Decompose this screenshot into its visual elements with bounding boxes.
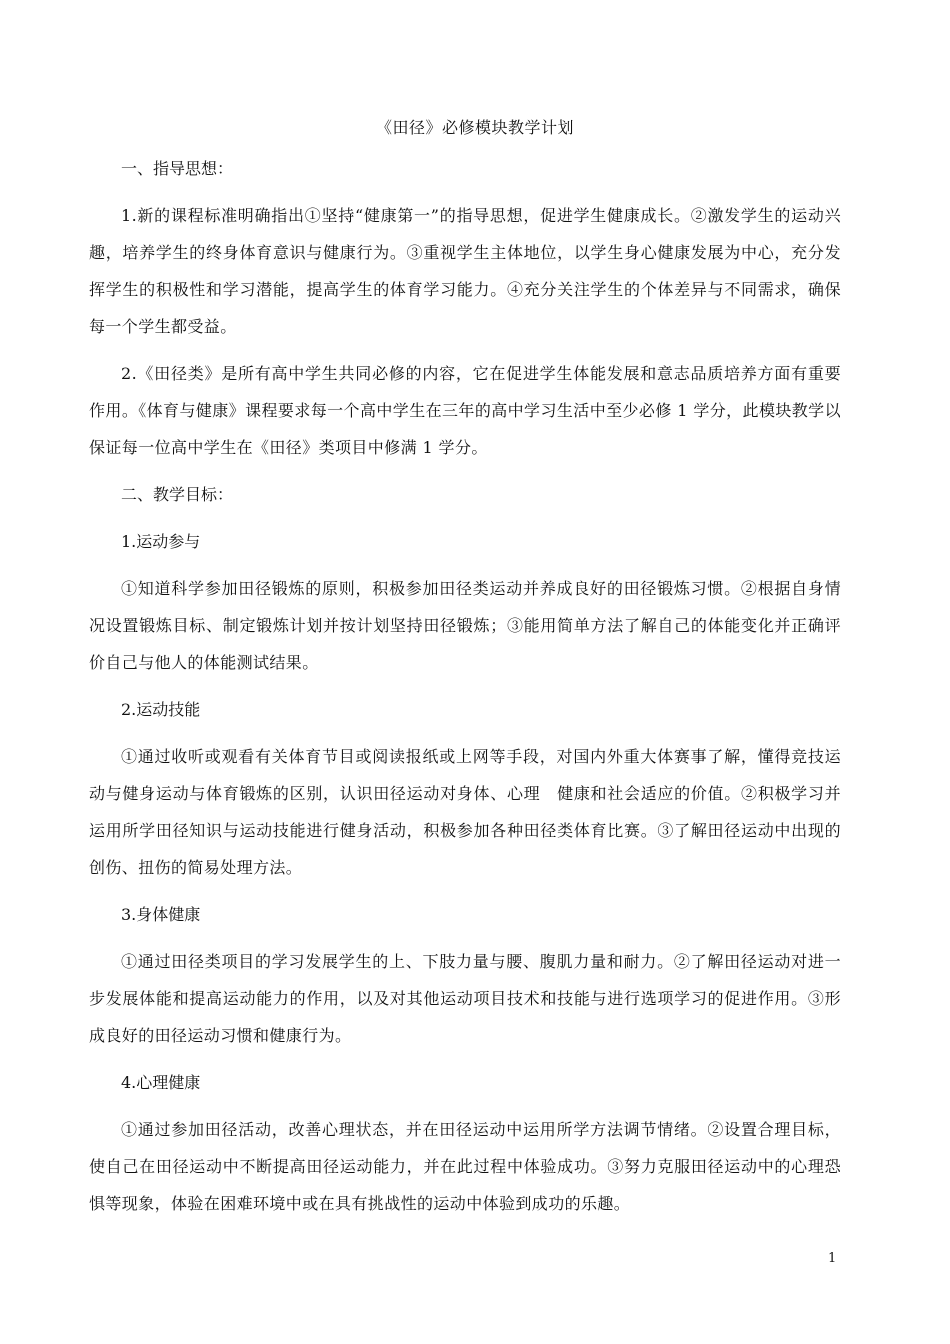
paragraph-curriculum-standard: 1.新的课程标准明确指出①坚持“健康第一”的指导思想，促进学生健康成长。②激发学生的运动兴趣，培养学生的终身体育意识与健康行为。③重视学生主体地位，以学生身心健康发展为中心，充分发挥学生的积极性和学习潜能，提高学生的体育学习能力。④充分关注学生的个体差异与不同需求，确保每一个学生都受益。 (89, 206, 841, 336)
paragraph-sports-skills: ①通过收听或观看有关体育节目或阅读报纸或上网等手段，对国内外重大体赛事了解，懂得竞技运动与健身运动与体育锻炼的区别，认识田径运动对身体、心理 健康和社会适应的价值。②积极学习并运用所学田径知识与运动技能进行健身活动，积极参加各种田径类体育比赛。③了解田径运动中出现的创伤、扭伤的简易处理方法。 (89, 747, 841, 877)
paragraph-physical-health: ①通过田径类项目的学习发展学生的上、下肢力量与腰、腹肌力量和耐力。②了解田径运动对进一步发展体能和提高运动能力的作用，以及对其他运动项目技术和技能与进行选项学习的促进作用。③形成良好的田径运动习惯和健康行为。 (89, 952, 841, 1045)
page-number: 1 (828, 1251, 837, 1266)
subheading-physical-health: 3.身体健康 (121, 905, 201, 924)
section-heading-teaching-goals: 二、教学目标： (121, 485, 234, 504)
subheading-mental-health: 4.心理健康 (121, 1073, 201, 1092)
subheading-sports-skills: 2.运动技能 (121, 700, 201, 719)
document-body (89, 150, 841, 1232)
section-heading-guiding-ideology: 一、指导思想： (121, 159, 234, 178)
page-title: 《田径》必修模块教学计划 (375, 118, 574, 137)
paragraph-mental-health: ①通过参加田径活动，改善心理状态，并在田径运动中运用所学方法调节情绪。②设置合理目标，使自己在田径运动中不断提高田径运动能力，并在此过程中体验成功。③努力克服田径运动中的心理恐惧等现象，体验在困难环境中或在具有挑战性的运动中体验到成功的乐趣。 (89, 1120, 841, 1213)
paragraph-track-field-requirement: 2.《田径类》是所有高中学生共同必修的内容，它在促进学生体能发展和意志品质培养方面有重要作用。《体育与健康》课程要求每一个高中学生在三年的高中学习生活中至少必修 1 学分，此模块教学以保证每一位高中学生在《田径》类项目中修满 1 学分。 (89, 364, 841, 457)
subheading-sports-participation: 1.运动参与 (121, 532, 201, 551)
paragraph-sports-participation: ①知道科学参加田径锻炼的原则，积极参加田径类运动并养成良好的田径锻炼习惯。②根据自身情况设置锻炼目标、制定锻炼计划并按计划坚持田径锻炼；③能用简单方法了解自己的体能变化并正确评价自己与他人的体能测试结果。 (89, 579, 841, 672)
